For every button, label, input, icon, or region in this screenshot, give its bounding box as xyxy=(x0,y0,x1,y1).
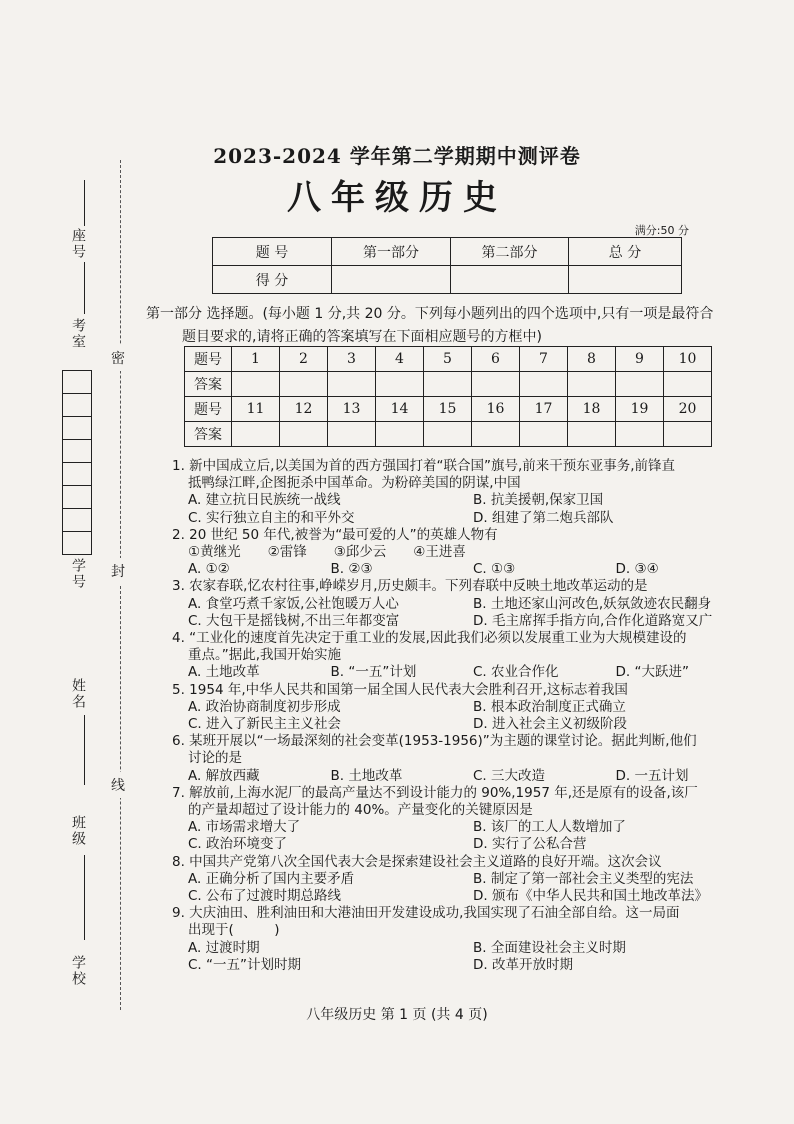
num-label: 题号 xyxy=(185,397,232,422)
question-stem: 2. 20 世纪 50 年代,被誉为“最可爱的人”的英雄人物有 xyxy=(172,526,498,543)
num-cell: 20 xyxy=(664,397,712,422)
answer-cell[interactable] xyxy=(616,372,664,397)
student-id-label: 学号 xyxy=(70,558,86,590)
option-b: B. 土地改革 xyxy=(330,767,403,784)
question-stem: ①黄继光 ②雷锋 ③邱少云 ④王进喜 xyxy=(188,544,466,561)
page-footer: 八年级历史 第 1 页 (共 4 页) xyxy=(306,1007,488,1023)
answer-cell[interactable] xyxy=(280,422,328,447)
question-stem: 5. 1954 年,中华人民共和国第一届全国人民代表大会胜利召开,这标志着我国 xyxy=(172,681,628,698)
option-b: B. 土地还家山河改色,妖氛敛迹农民翻身 xyxy=(473,595,712,612)
option-a: A. 政治协商制度初步形成 xyxy=(188,698,341,715)
option-a: A. 过渡时期 xyxy=(188,939,260,956)
question-stem: 6. 某班开展以“一场最深刻的社会变革(1953-1956)”为主题的课堂讨论。据此判断,他们 xyxy=(172,733,697,750)
score-cell-part1[interactable] xyxy=(332,266,451,294)
num-cell: 17 xyxy=(520,397,568,422)
option-d: D. 改革开放时期 xyxy=(473,956,573,973)
num-cell: 2 xyxy=(280,347,328,372)
option-b: B. 该厂的工人人数增加了 xyxy=(473,819,626,836)
question-8 xyxy=(172,854,742,906)
full-mark: 满分:50 分 xyxy=(634,224,689,237)
question-stem: 1. 新中国成立后,以美国为首的西方强国打着“联合国”旗号,前来干预东亚事务,前锋直 xyxy=(172,458,676,474)
score-cell-part2[interactable] xyxy=(451,266,569,294)
question-7 xyxy=(172,785,742,854)
num-cell: 1 xyxy=(232,347,280,372)
answer-cell[interactable] xyxy=(424,372,472,397)
num-cell: 12 xyxy=(280,397,328,422)
option-b: B. ②③ xyxy=(330,561,373,578)
answer-cell[interactable] xyxy=(328,422,376,447)
question-9 xyxy=(172,905,742,974)
answer-cell[interactable] xyxy=(568,372,616,397)
option-d: D. 组建了第二炮兵部队 xyxy=(473,509,614,526)
name-line xyxy=(84,715,85,785)
room-line xyxy=(84,262,85,314)
option-b: B. 制定了第一部社会主义类型的宪法 xyxy=(473,870,694,887)
answer-table xyxy=(184,346,712,447)
question-stem: 9. 大庆油田、胜利油田和大港油田开发建设成功,我国实现了石油全部自给。这一局面 xyxy=(172,905,680,922)
option-d: D. “大跃进” xyxy=(615,664,689,681)
num-cell: 18 xyxy=(568,397,616,422)
num-cell: 10 xyxy=(664,347,712,372)
score-header-part2: 第二部分 xyxy=(451,238,569,266)
exam-title: 2023-2024 学年第二学期期中测评卷 xyxy=(213,144,581,168)
option-c: C. 三大改造 xyxy=(473,767,546,784)
question-stem: 7. 解放前,上海水泥厂的最高产量达不到设计能力的 90%,1957 年,还是原有的设备,该厂 xyxy=(172,784,698,801)
num-cell: 3 xyxy=(328,347,376,372)
answer-cell[interactable] xyxy=(664,422,712,447)
ans-label: 答案 xyxy=(185,372,232,397)
score-header-num: 题 号 xyxy=(213,238,332,266)
option-d: D. ③④ xyxy=(615,561,659,578)
question-stem: 3. 农家春联,忆农村往事,峥嵘岁月,历史颇丰。下列春联中反映土地改革运动的是 xyxy=(172,578,648,595)
answer-cell[interactable] xyxy=(280,372,328,397)
option-d: D. 毛主席挥手指方向,合作化道路宽又广 xyxy=(473,612,713,629)
answer-cell[interactable] xyxy=(376,422,424,447)
option-b: B. 根本政治制度正式确立 xyxy=(473,698,626,715)
option-c: C. 政治环境变了 xyxy=(188,836,288,853)
class-line xyxy=(84,855,85,940)
option-a: A. 土地改革 xyxy=(188,664,260,681)
option-c: C. “一五”计划时期 xyxy=(188,956,301,973)
num-cell: 6 xyxy=(472,347,520,372)
num-cell: 15 xyxy=(424,397,472,422)
option-b: B. “一五”计划 xyxy=(330,664,417,681)
num-cell: 19 xyxy=(616,397,664,422)
option-c: C. ①③ xyxy=(473,561,516,578)
score-header-part1: 第一部分 xyxy=(332,238,451,266)
question-list xyxy=(172,458,742,974)
seal-word-xian: 线 xyxy=(111,772,125,798)
score-table xyxy=(212,237,682,294)
question-stem: 抵鸭绿江畔,企图扼杀中国革命。为粉碎美国的阴谋,中国 xyxy=(188,475,521,492)
answer-cell[interactable] xyxy=(424,422,472,447)
question-stem: 出现于( ) xyxy=(188,922,280,939)
answer-cell[interactable] xyxy=(568,422,616,447)
question-stem: 的产量却超过了设计能力的 40%。产量变化的关键原因是 xyxy=(188,802,533,819)
question-3 xyxy=(172,578,742,630)
option-a: A. 市场需求增大了 xyxy=(188,819,301,836)
student-id-boxes[interactable] xyxy=(62,370,92,555)
option-a: A. ①② xyxy=(188,561,230,578)
option-c: C. 实行独立自主的和平外交 xyxy=(188,509,355,526)
option-b: B. 抗美援朝,保家卫国 xyxy=(473,492,604,509)
score-cell-total[interactable] xyxy=(569,266,682,294)
num-cell: 9 xyxy=(616,347,664,372)
answer-cell[interactable] xyxy=(520,372,568,397)
num-cell: 5 xyxy=(424,347,472,372)
answer-cell[interactable] xyxy=(616,422,664,447)
answer-cell[interactable] xyxy=(472,372,520,397)
option-d: D. 一五计划 xyxy=(615,767,689,784)
section1-instructions xyxy=(146,303,736,349)
question-2 xyxy=(172,527,742,579)
option-a: A. 食堂巧煮千家饭,公社饱暖万人心 xyxy=(188,595,399,612)
answer-cell[interactable] xyxy=(232,422,280,447)
option-d: D. 颁布《中华人民共和国土地改革法》 xyxy=(473,888,708,905)
num-cell: 13 xyxy=(328,397,376,422)
seat-label: 座号 xyxy=(70,228,86,260)
question-1 xyxy=(172,458,742,527)
num-cell: 8 xyxy=(568,347,616,372)
answer-cell[interactable] xyxy=(664,372,712,397)
seal-word-mi: 密 xyxy=(111,345,125,371)
option-a: A. 正确分析了国内主要矛盾 xyxy=(188,870,355,887)
answer-cell[interactable] xyxy=(232,372,280,397)
section1-intro-line1: 第一部分 选择题。(每小题 1 分,共 20 分。下列每小题列出的四个选项中,只有一项是最符合 xyxy=(146,306,714,322)
seal-word-feng: 封 xyxy=(111,558,125,584)
answer-cell[interactable] xyxy=(328,372,376,397)
question-stem: 4. “工业化的速度首先决定于重工业的发展,因此我们必须以发展重工业为大规模建设的 xyxy=(172,630,687,647)
num-cell: 4 xyxy=(376,347,424,372)
answer-cell[interactable] xyxy=(472,422,520,447)
option-d: D. 实行了公私合营 xyxy=(473,836,587,853)
question-5 xyxy=(172,682,742,734)
answer-table-num-row-1 xyxy=(185,347,712,372)
option-c: C. 公布了过渡时期总路线 xyxy=(188,888,342,905)
option-b: B. 全面建设社会主义时期 xyxy=(473,939,626,956)
option-c: C. 进入了新民主主义社会 xyxy=(188,716,342,733)
room-label: 考室 xyxy=(70,318,86,350)
question-stem: 重点。”据此,我国开始实施 xyxy=(188,647,342,664)
option-a: A. 解放西藏 xyxy=(188,767,260,784)
option-d: D. 进入社会主义初级阶段 xyxy=(473,716,627,733)
score-header-total: 总 分 xyxy=(569,238,682,266)
score-row-label: 得 分 xyxy=(213,266,332,294)
ans-label: 答案 xyxy=(185,422,232,447)
num-label: 题号 xyxy=(185,347,232,372)
school-label: 学校 xyxy=(70,955,86,987)
option-c: C. 大包干是摇钱树,不出三年都变富 xyxy=(188,612,400,629)
question-4 xyxy=(172,630,742,682)
question-6 xyxy=(172,733,742,785)
question-stem: 讨论的是 xyxy=(188,750,242,767)
section1-intro-line2: 题目要求的,请将正确的答案填写在下面相应题号的方框中) xyxy=(182,329,542,345)
answer-cell[interactable] xyxy=(376,372,424,397)
num-cell: 11 xyxy=(232,397,280,422)
answer-table-ans-row-1 xyxy=(185,372,712,397)
seal-dashed-line xyxy=(120,160,121,1010)
answer-table-ans-row-2 xyxy=(185,422,712,447)
name-label: 姓名 xyxy=(70,678,86,710)
num-cell: 7 xyxy=(520,347,568,372)
option-a: A. 建立抗日民族统一战线 xyxy=(188,492,341,509)
answer-table-num-row-2 xyxy=(185,397,712,422)
option-c: C. 农业合作化 xyxy=(473,664,559,681)
subject-title: 八年级历史 xyxy=(287,178,507,218)
answer-cell[interactable] xyxy=(520,422,568,447)
num-cell: 16 xyxy=(472,397,520,422)
num-cell: 14 xyxy=(376,397,424,422)
class-label: 班级 xyxy=(70,815,86,847)
question-stem: 8. 中国共产党第八次全国代表大会是探索建设社会主义道路的良好开端。这次会议 xyxy=(172,853,662,870)
